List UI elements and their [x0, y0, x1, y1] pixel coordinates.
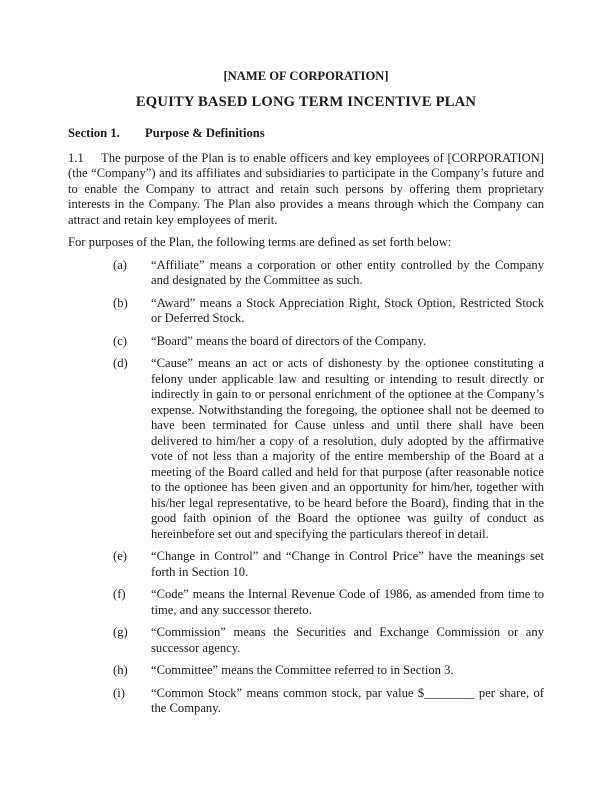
definition-text-i: “Common Stock” means common stock, par value $________ per share, of the Company. [151, 685, 544, 715]
definition-text-c: “Board” means the board of directors of the Company. [151, 333, 427, 348]
definition-label-c: (c) [113, 333, 127, 348]
definition-text-a: “Affiliate” means a corporation or other entity controlled by the Company and designated by the Committee as such. [151, 257, 544, 287]
purpose-paragraph [68, 151, 544, 229]
definition-text-f: “Code” means the Internal Revenue Code of 1986, as amended from time to time, and any successor thereto. [151, 587, 544, 617]
definition-item-b [113, 296, 544, 327]
corporation-name-title: [NAME OF CORPORATION] [223, 69, 389, 83]
definition-label-f: (f) [113, 587, 126, 601]
definition-item-c [113, 334, 544, 350]
definition-text-b: “Award” means a Stock Appreciation Right, Stock Option, Restricted Stock or Deferred Stock. [151, 295, 544, 325]
definition-label-g: (g) [113, 625, 128, 639]
definition-text-e: “Change in Control” and “Change in Control Price” have the meanings set forth in Section 10. [151, 549, 544, 579]
paragraph-number: 1.1 [68, 150, 84, 165]
definition-label-i: (i) [113, 685, 125, 700]
definition-text-h: “Committee” means the Committee referred to in Section 3. [151, 663, 454, 677]
section-title: Purpose & Definitions [145, 126, 265, 140]
definition-item-a [113, 258, 544, 289]
definition-label-e: (e) [113, 549, 127, 563]
definition-label-b: (b) [113, 295, 128, 310]
definition-label-h: (h) [113, 663, 128, 677]
definition-text-d: “Cause” means an act or acts of dishonesty by the optionee constituting a felony under applicable law and resulting or intending to result directly or indirectly in gain to or personal enrichment of the optionee at the Company’s expense. Notwithstanding the foregoing, the optionee shall not be deemed to have been terminated for Cause unless and until there shall have been delivered to him/her a copy of a resolution, duly adopted by the affirmative vote of not less than a majority of the entire membership of the Board at a meeting of the Board called and held for that purpose (after reasonable notice to the optionee has been given and an opportunity for him/her, together with his/her legal representative, to be heard before the Board), finding that in the good faith opinion of the Board the optionee was guilty of conduct as hereinbefore set out and specifying the particulars thereof in detail. [151, 356, 544, 541]
definition-item-g [113, 625, 544, 656]
plan-title: EQUITY BASED LONG TERM INCENTIVE PLAN [135, 94, 477, 110]
section-number: Section 1. [68, 126, 120, 140]
definition-item-h [113, 663, 544, 679]
definition-text-g: “Commission” means the Securities and Exchange Commission or any successor agency. [151, 625, 544, 655]
purpose-paragraph-text: The purpose of the Plan is to enable officers and key employees of [CORPORATION] (the “Company”) and its affiliates and subsidiaries to participate in the Company’s future and to enable the Company to attract and retain such persons by offering them proprietary interests in the Company. The Plan also provides a means through which the Company can attract and retain key employees of merit. [68, 150, 544, 227]
definition-item-f [113, 587, 544, 618]
definitions-intro: For purposes of the Plan, the following terms are defined as set forth below: [68, 235, 452, 249]
definition-label-d: (d) [113, 356, 128, 370]
definition-item-e [113, 549, 544, 580]
definition-item-d [113, 356, 544, 542]
section-heading [68, 126, 544, 142]
definition-item-i [113, 686, 544, 717]
definition-label-a: (a) [113, 257, 127, 272]
